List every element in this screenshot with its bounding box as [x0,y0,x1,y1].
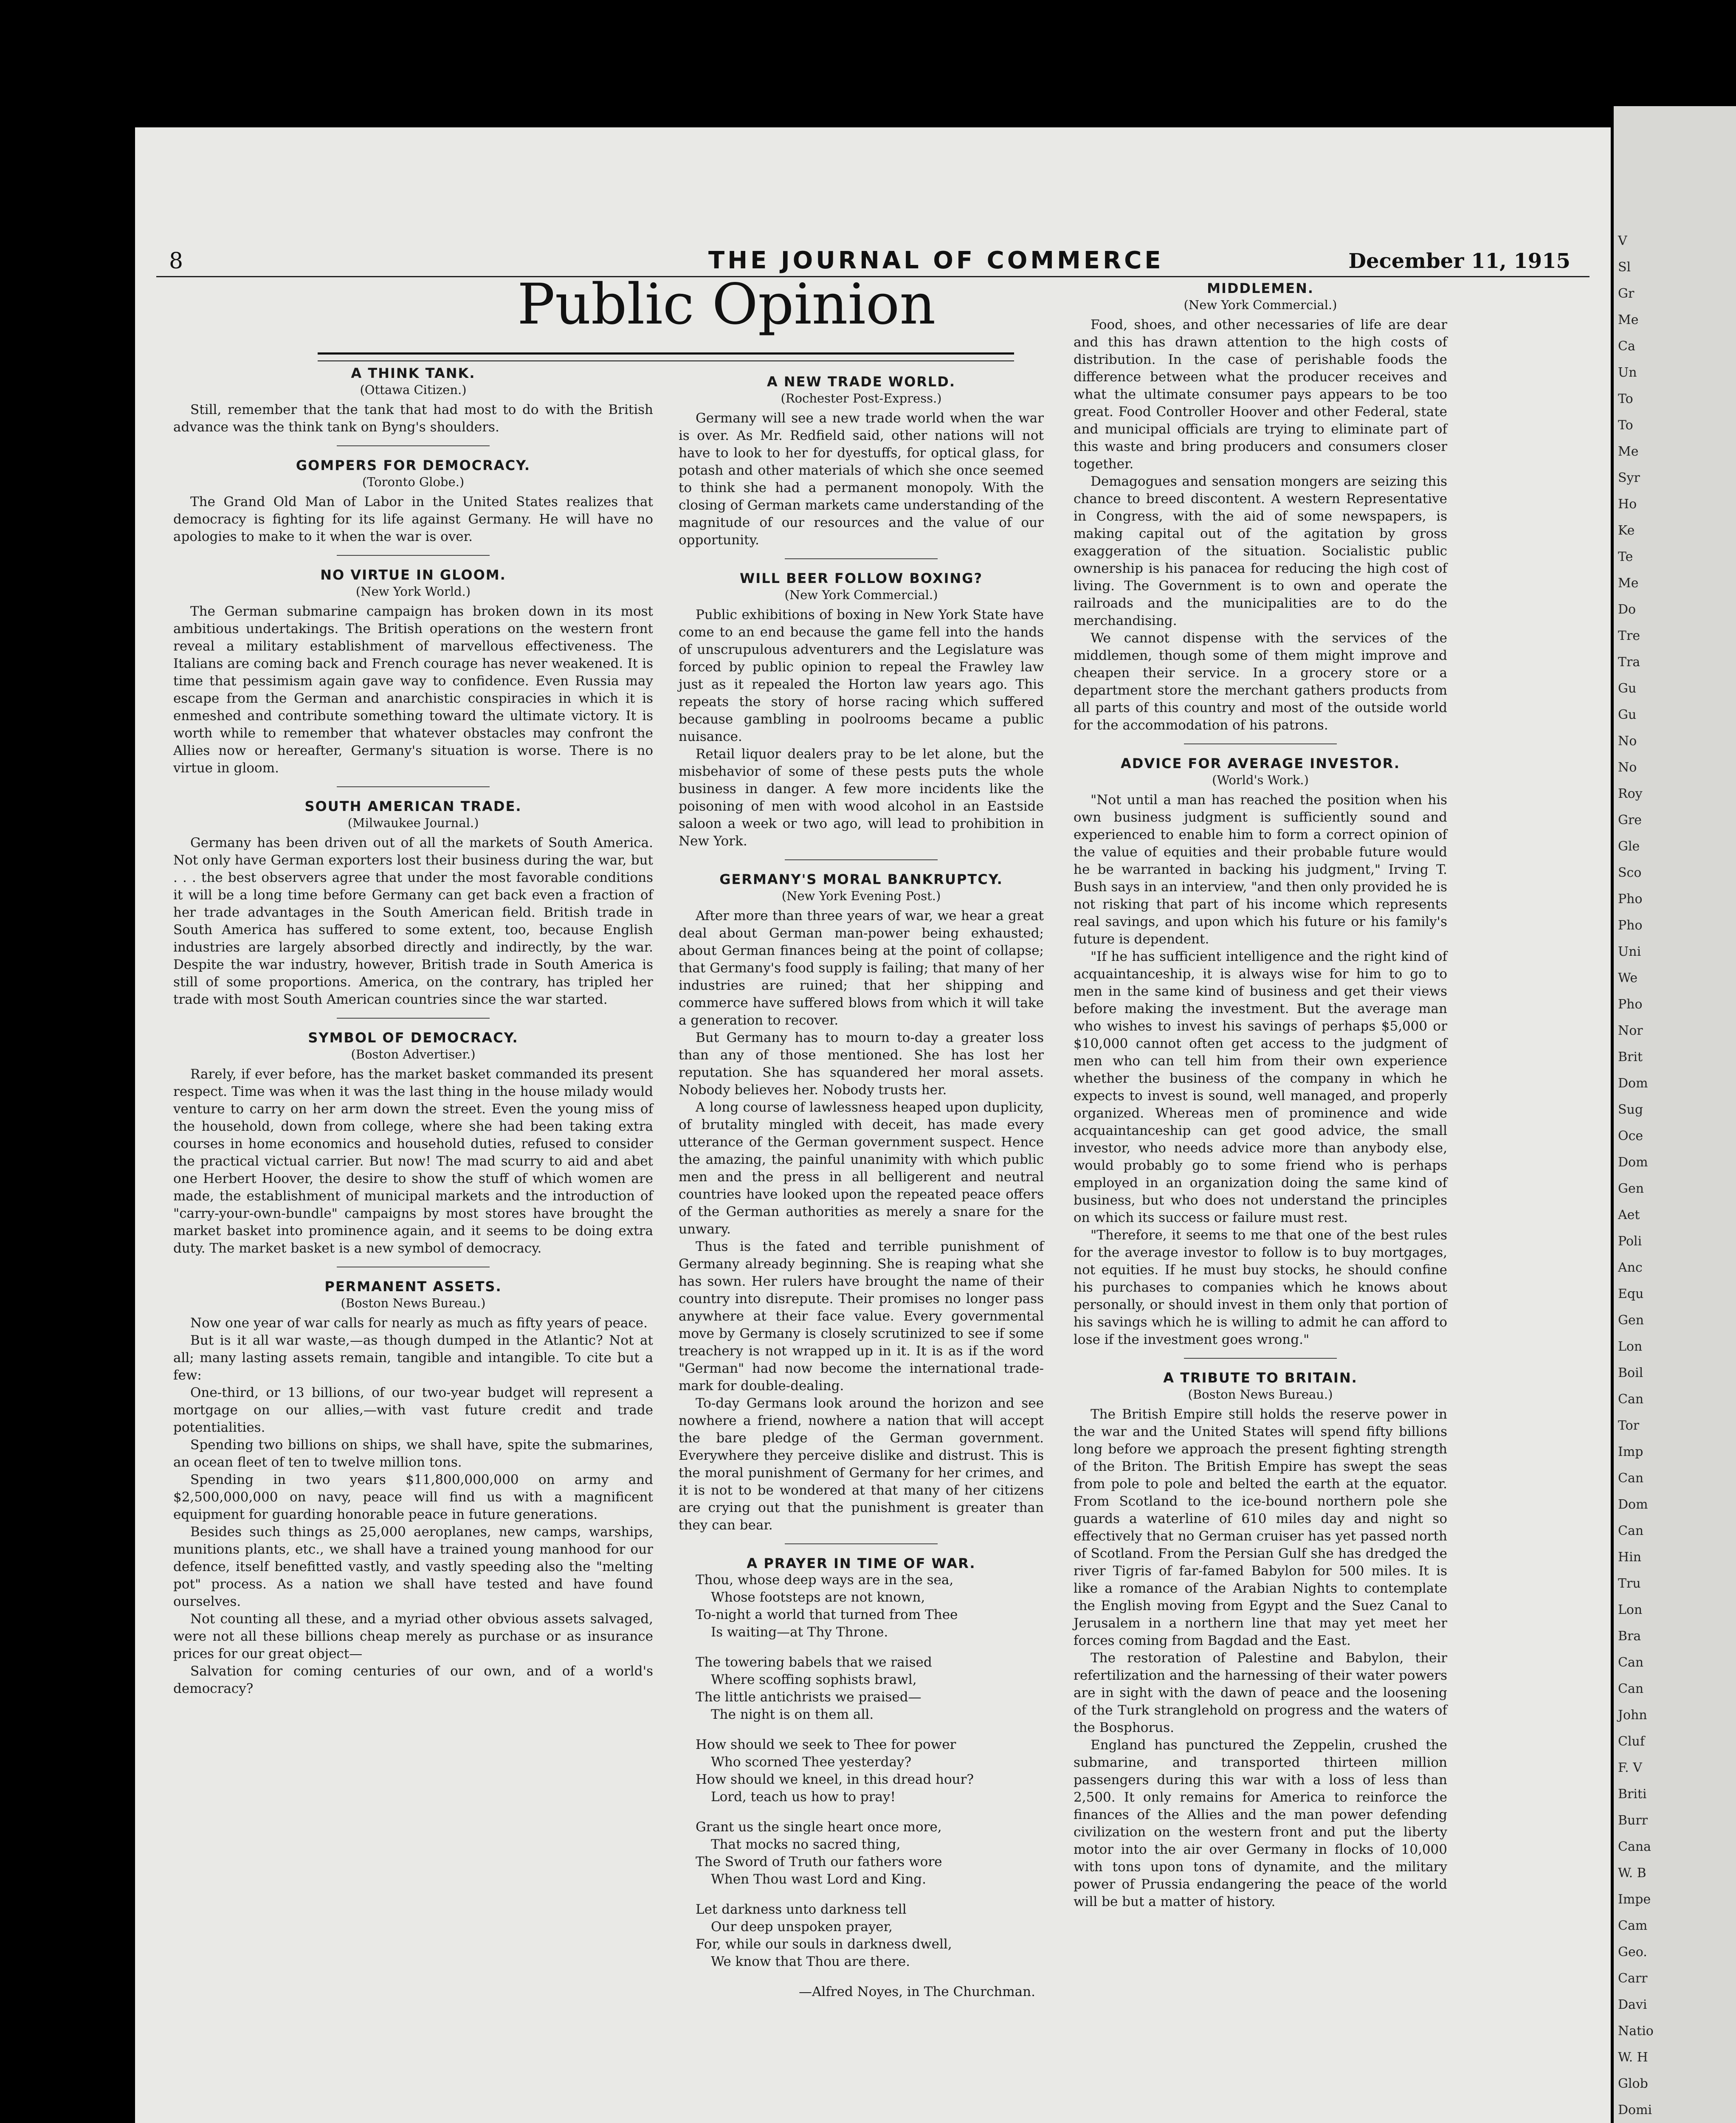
edge-text-fragment: Carr [1618,1971,1648,1986]
edge-text-fragment: Tru [1618,1576,1641,1591]
edge-text-fragment: V [1618,234,1627,248]
article-beer [679,570,1044,850]
edge-text-fragment: Boil [1618,1366,1643,1380]
paragraph: Spending in two years $11,800,000,000 on army and $2,500,000,000 on navy, peace will find us with a magnificent equipment for guarding honorable peace in future generations. [173,1472,653,1522]
edge-text-fragment: Burr [1618,1813,1648,1828]
poem-line: The towering babels that we raised [696,1655,932,1670]
article-source: (New York Commercial.) [1184,298,1337,312]
edge-text-fragment: Tor [1618,1418,1640,1433]
paragraph: Thus is the fated and terrible punishment of Germany already beginning. She is reaping what she has sown. Her rulers have brought the name of their country into disrepute. Their promises no longer pass anywhere at their face value. Every governmental move by Germany is closely scrutinized to see if some treachery is not wrapped up in it. It is as if the word "German" had now become the international trade-mark for double-dealing. [679,1239,1044,1394]
edge-text-fragment: Aet [1618,1208,1640,1222]
edge-text-fragment: John [1618,1708,1647,1723]
paragraph: "Not until a man has reached the position when his own business judgment is sufficiently sound and experienced to enable him to form a correct opinion of the value of equities and their probable future would he be warranted in backing his judgment," Irving T. Bush says in an interview, "and then only provided he is not risking that part of his income which represents real savings, and upon which his future or his family's future is dependent. [1074,792,1447,947]
article-heading: ADVICE FOR AVERAGE INVESTOR. [1121,755,1400,771]
article-body [679,606,1044,850]
paragraph: "Therefore, it seems to me that one of the best rules for the average investor to follow is to buy mortgages, not equities. If he must buy stocks, he should confine his purchases to companies which he knows about personally, or should invest in them only that portion of his savings which he is willing to admit he can afford to lose if the investment goes wrong." [1074,1228,1447,1347]
edge-text-fragment: No [1618,760,1637,775]
paragraph: Still, remember that the tank that had most to do with the British advance was the think tank on Byng's shoulders. [173,402,653,435]
edge-text-fragment: We [1618,971,1638,985]
edge-text-fragment: Anc [1618,1260,1643,1275]
poem-line: When Thou wast Lord and King. [711,1872,927,1887]
paragraph: Now one year of war calls for nearly as much as fifty years of peace. [190,1315,648,1331]
article-body [173,1315,653,1698]
poem-line: How should we kneel, in this dread hour? [696,1772,974,1787]
edge-text-fragment: Me [1618,313,1639,327]
paragraph: Food, shoes, and other necessaries of life are dear and this has drawn attention to the high costs of distribution. In the case of perishable foods the difference between what the producer receives and what the ultimate consumer pays appears to be too great. Food Controller Hoover and other Federal, state and municipal officials are trying to eliminate part of this waste and bring producers and consumers closer together. [1074,317,1447,472]
column-1 [173,365,653,1707]
edge-text-fragment: Impe [1618,1892,1651,1907]
paragraph: Salvation for coming centuries of our own, and of a world's democracy? [173,1664,653,1696]
paragraph: Germany will see a new trade world when the war is over. As Mr. Redfield said, other nations will not have to look to her for dyestuffs, for optical glass, for potash and other materials of which she once seemed to think she had a permanent monopoly. With the closing of German markets came understanding of the magnitude of our resources and the value of our opportunity. [679,411,1044,548]
article-body [173,493,653,546]
edge-text-fragment: Ke [1618,523,1635,538]
edge-text-fragment: Me [1618,576,1639,591]
article-body [173,1066,653,1257]
article-source: (Milwaukee Journal.) [347,816,479,830]
poem-stanza [696,1901,1044,1971]
article-heading: A PRAYER IN TIME OF WAR. [747,1555,976,1571]
edge-text-fragment: Dom [1618,1155,1648,1170]
article-moral [679,871,1044,1534]
paragraph: Demagogues and sensation mongers are seizing this chance to breed discontent. A western Representative in Congress, with the aid of some newspapers, is making capital out of the agitation by gross exaggeration of the situation. Socialistic public ownership is his panacea for reducing the high cost of living. The Government is to own and operate the railroads and the municipalities are to do the merchandising. [1074,474,1447,628]
article-heading: WILL BEER FOLLOW BOXING? [740,570,983,586]
poem-line: Who scorned Thee yesterday? [711,1754,912,1770]
poem-body [679,1571,1044,1971]
article-body [173,834,653,1008]
paragraph: Not counting all these, and a myriad other obvious assets salvaged, were not all these billions cheap merely as purchase or as insurance prices for our great object— [173,1611,653,1661]
edge-text-fragment: Do [1618,602,1636,617]
article-new-trade [679,374,1044,549]
edge-text-fragment: Briti [1618,1787,1647,1802]
article-source: (New York Evening Post.) [781,889,941,903]
paragraph: Public exhibitions of boxing in New York State have come to an end because the game fell into the hands of unscrupulous adventurers and the Legislature was forced by public opinion to repeal the Frawley law just as it repealed the Horton law years ago. This repeats the story of horse racing which suffered because gambling in poolrooms became a public nuisance. [679,607,1044,744]
poem-line: How should we seek to Thee for power [696,1737,956,1752]
article-heading: A NEW TRADE WORLD. [767,374,956,390]
edge-text-fragment: Gu [1618,681,1637,696]
edge-text-fragment: Gre [1618,813,1642,828]
edge-text-fragment: Me [1618,444,1639,459]
column-3 [1074,280,1447,1920]
column-2 [679,374,1044,2010]
article-south-american [173,798,653,1008]
article-divider [1184,1358,1337,1359]
edge-text-fragment: Hin [1618,1550,1642,1565]
paragraph: One-third, or 13 billions, of our two-year budget will represent a mortgage on our allies,—with vast future credit and trade potentialities. [173,1385,653,1435]
edge-text-fragment: Dom [1618,1076,1648,1091]
article-heading: GOMPERS FOR DEMOCRACY. [296,457,531,473]
article-source: (Rochester Post-Express.) [781,391,942,405]
edge-text-fragment: Tra [1618,655,1640,670]
article-prayer [679,1555,1044,2001]
article-divider [1184,743,1337,744]
edge-text-fragment: No [1618,734,1637,749]
paragraph: The British Empire still holds the reserve power in the war and the United States will spend fifty billions long before we approach the present fighting strength of the Briton. The British Empire has swept the seas from pole to pole and belted the earth at the equator. From Scotland to the ice-bound northern pole she guards a waterline of 610 miles day and night so effectively that no German cruiser has yet passed north of Scotland. From the Persian Gulf she has dredged the river Tigris of far-famed Babylon for 500 miles. It is like a romance of the Arabian Nights to contemplate the English moving from Egypt and the Suez Canal to Jerusalem in a northern line that may yet meet her forces coming from Bagdad and the East. [1074,1407,1447,1648]
edge-text-fragment: Natio [1618,2024,1654,2039]
edge-text-fragment: Can [1618,1471,1644,1486]
poem-stanza [696,1654,1044,1723]
edge-text-fragment: Roy [1618,786,1643,801]
edge-text-fragment: Tre [1618,628,1640,643]
edge-text-fragment: Can [1618,1523,1644,1538]
article-source: (Boston Advertiser.) [351,1047,476,1062]
section-title: Public Opinion [517,272,936,337]
paragraph: Spending two billions on ships, we shall have, spite the submarines, an ocean fleet of ten to twelve million tons. [173,1437,653,1470]
article-divider [785,1543,938,1544]
edge-text-fragment: Uni [1618,944,1641,959]
article-body [679,410,1044,549]
article-heading: SYMBOL OF DEMOCRACY. [308,1030,519,1046]
article-divider [337,786,490,787]
article-heading: A TRIBUTE TO BRITAIN. [1163,1370,1358,1386]
article-symbol [173,1030,653,1257]
edge-text-fragment: Can [1618,1392,1644,1407]
edge-text-fragment: Brit [1618,1050,1643,1064]
article-heading: NO VIRTUE IN GLOOM. [320,567,506,583]
article-no-virtue [173,567,653,777]
edge-text-fragment: Dom [1618,1497,1648,1512]
paragraph: After more than three years of war, we hear a great deal about German man-power being exhausted; about German finances being at the point of collapse; that Germany's food supply is failing; that many of her industries are ruined; that her shipping and commerce have suffered blows from which it will take a generation to recover. [679,908,1044,1028]
article-source: (New York Commercial.) [784,588,938,602]
edge-text-fragment: Pho [1618,918,1643,933]
article-heading: A THINK TANK. [351,365,476,381]
article-divider [785,859,938,860]
article-body [1074,791,1447,1349]
paragraph: We cannot dispense with the services of the middlemen, though some of them might improve and cheapen their service. In a grocery store or a department store the merchant gathers products from all parts of this country and most of the outside world for the accommodation of his patrons. [1074,631,1447,733]
paragraph: But Germany has to mourn to-day a greater loss than any of those mentioned. She has lost her reputation. She has squandered her moral assets. Nobody believes her. Nobody trusts her. [679,1030,1044,1098]
paragraph: England has punctured the Zeppelin, crushed the submarine, and transported thirteen million passengers during this war with a loss of less than 2,500. It only remains for America to reinforce the finances of the Allies and the man power defending civilization on the western front and put the liberty motor into the air over Germany in flocks of 10,000 with tons upon tons of dynamite, and the military power of Prussia endangering the peace of the world will be but a matter of history. [1074,1737,1447,1909]
poem-signature: —Alfred Noyes, in The Churchman. [799,1984,1035,1999]
journal-title: THE JOURNAL OF COMMERCE [708,247,1164,274]
edge-text-fragment: Pho [1618,997,1643,1012]
paragraph: The Grand Old Man of Labor in the United States realizes that democracy is fighting for its life against Germany. He will have no apologies to make to it when the war is over. [173,494,653,544]
article-divider [337,1018,490,1019]
poem-line: Thou, whose deep ways are in the sea, [696,1572,954,1588]
title-rule [318,352,1014,361]
edge-text-fragment: Te [1618,549,1633,564]
edge-text-fragment: F. V [1618,1760,1642,1775]
article-tribute [1074,1370,1447,1911]
paragraph: But is it all war waste,—as though dumped in the Atlantic? Not at all; many lasting assets remain, tangible and intangible. To cite but a few: [173,1333,653,1383]
edge-text-fragment: Bra [1618,1629,1641,1644]
poem-line: The little antichrists we praised— [696,1689,922,1705]
poem-line: That mocks no sacred thing, [711,1837,901,1852]
issue-date: December 11, 1915 [1348,249,1570,273]
poem-line: To-night a world that turned from Thee [696,1607,958,1622]
newspaper-page [135,127,1611,2123]
poem-line: Grant us the single heart once more, [696,1819,942,1835]
edge-text-fragment: Imp [1618,1444,1643,1459]
article-body [1074,1406,1447,1911]
paragraph: Retail liquor dealers pray to be let alone, but the misbehavior of some of these pests puts the whole business in danger. A few more incidents like the poisoning of men with wood alcohol in an Eastside saloon a week or two ago, will lead to prohibition in New York. [679,746,1044,849]
article-heading: PERMANENT ASSETS. [324,1278,502,1295]
article-source: (Boston News Bureau.) [1188,1387,1333,1402]
edge-text-fragment: Poli [1618,1234,1642,1249]
article-divider [337,555,490,556]
article-advice [1074,755,1447,1349]
edge-text-fragment: Gu [1618,707,1637,722]
edge-text-fragment: Ca [1618,339,1635,354]
article-source: (New York World.) [355,584,471,599]
poem-line: The night is on them all. [711,1707,874,1722]
article-source: (World's Work.) [1212,773,1309,787]
poem-line: Is waiting—at Thy Throne. [711,1625,888,1640]
edge-text-fragment: Gen [1618,1313,1644,1328]
edge-text-fragment: To [1618,391,1633,406]
article-divider [337,445,490,446]
adjacent-page-edge [1614,106,1736,2123]
edge-text-fragment: Ho [1618,497,1637,512]
edge-text-fragment: Domi [1618,2103,1652,2117]
edge-text-fragment: Nor [1618,1023,1643,1038]
edge-text-fragment: Cana [1618,1839,1651,1854]
poem-line: Let darkness unto darkness tell [696,1902,907,1917]
poem-line: The Sword of Truth our fathers wore [696,1854,942,1870]
article-permanent [173,1278,653,1698]
edge-text-fragment: Cluf [1618,1734,1645,1749]
edge-text-fragment: Can [1618,1681,1644,1696]
edge-text-fragment: Equ [1618,1287,1644,1301]
poem-line: For, while our souls in darkness dwell, [696,1937,952,1952]
edge-text-fragment: W. H [1618,2050,1648,2065]
article-body [679,907,1044,1534]
article-divider [785,558,938,559]
edge-text-fragment: Sug [1618,1102,1643,1117]
article-heading: GERMANY'S MORAL BANKRUPTCY. [719,871,1003,887]
article-heading: SOUTH AMERICAN TRADE. [304,798,522,814]
edge-text-fragment: Sco [1618,865,1642,880]
edge-text-fragment: Geo. [1618,1945,1647,1960]
article-body [173,401,653,436]
edge-text-fragment: Cam [1618,1918,1648,1933]
poem-line: Where scoffing sophists brawl, [711,1672,917,1687]
article-source: (Boston News Bureau.) [341,1296,486,1310]
edge-text-fragment: Gen [1618,1181,1644,1196]
paragraph: Germany has been driven out of all the markets of South America. Not only have German exporters lost their business during the war, but . . . the best observers agree that under the most favorable conditions it will be a long time before Germany can get back even a fraction of her trade advantages in the South American field. British trade in South America has suffered to some extent, too, because English industries are largely absorbed directly and indirectly, by the war. Despite the war industry, however, British trade in South America is still of some proportions. America, on the contrary, has tripled her trade with most South American countries since the war started. [173,835,653,1007]
article-gompers [173,457,653,546]
edge-text-fragment: W. B [1618,1866,1646,1881]
paragraph: A long course of lawlessness heaped upon duplicity, of brutality mingled with deceit, has made every utterance of the German government suspect. Hence the amazing, the painful unanimity with which public men and the press in all belligerent and neutral countries have looked upon the repeated peace offers of the German authorities as merely a snare for the unwary. [679,1100,1044,1237]
paragraph: To-day Germans look around the horizon and see nowhere a friend, nowhere a nation that will accept the bare pledge of the German government. Everywhere they perceive dislike and distrust. This is the moral punishment of Germany for her crimes, and it is not to be wondered at that many of her citizens are crying out that the punishment is greater than they can bear. [679,1396,1044,1533]
paragraph: The German submarine campaign has broken down in its most ambitious undertakings. The British operations on the western front reveal a military establishment of marvellous effectiveness. The Italians are coming back and French courage has never weakened. It is time that pessimism again gave way to confidence. Even Russia may escape from the German and anarchistic conspiracies in which it is enmeshed and contribute something toward the ultimate victory. It is worth while to remember that whatever obstacles may confront the Allies now or hereafter, Germany's situation is worse. There is no virtue in gloom. [173,604,653,776]
article-body [173,603,653,777]
poem-stanza [696,1819,1044,1888]
edge-text-fragment: Lon [1618,1602,1643,1617]
paragraph: "If he has sufficient intelligence and the right kind of acquaintanceship, it is always wise for him to go to men in the same kind of business and get their views before making the investment. But the average man who wishes to invest his savings of perhaps $5,000 or $10,000 cannot often get access to the judgment of men who can tell him from their own experience whether the business of the company in which he expects to invest is sound, well managed, and properly organized. Whereas men of prominence and wide acquaintanceship can get good advice, the small investor, who needs advice more than anybody else, would probably go to some friend who is perhaps employed in an organization doing the same kind of business, but who does not understand the principles on which its success or failure must rest. [1074,949,1447,1225]
edge-text-fragment: Syr [1618,470,1640,485]
edge-text-fragment: Gle [1618,839,1640,854]
page-number: 8 [169,248,183,274]
poem-line: Our deep unspoken prayer, [711,1919,893,1934]
poem-line: We know that Thou are there. [711,1954,910,1969]
article-heading: MIDDLEMEN. [1207,280,1314,296]
article-source: (Ottawa Citizen.) [360,383,467,397]
edge-text-fragment: Lon [1618,1339,1643,1354]
edge-text-fragment: Can [1618,1655,1644,1670]
poem-line: Lord, teach us how to pray! [711,1789,896,1805]
paragraph: Rarely, if ever before, has the market basket commanded its present respect. Time was when it was the last thing in the house milady would venture to carry on her arm down the street. Even the young miss of the household, down from college, where she had been taking extra courses in home economics and household duties, refused to consider the practical victual carrier. But now! The mad scurry to aid and abet one Herbert Hoover, the desire to show the stuff of which women are made, the establishment of municipal markets and the introduction of "carry-your-own-bundle" campaigns by most stores have brought the market basket into prominence again, and it seems to be doing extra duty. The market basket is a new symbol of democracy. [173,1067,653,1256]
edge-text-fragment: Gr [1618,286,1635,301]
article-body [1074,316,1447,734]
edge-text-fragment: Davi [1618,1997,1647,2012]
edge-text-fragment: To [1618,418,1633,433]
poem-stanza [696,1571,1044,1641]
edge-text-fragment: Oce [1618,1129,1643,1143]
article-middlemen [1074,280,1447,734]
edge-text-fragment: Pho [1618,892,1643,907]
poem-line: Whose footsteps are not known, [711,1590,925,1605]
poem-stanza [696,1736,1044,1806]
edge-text-fragment: Sl [1618,260,1631,275]
article-source: (Toronto Globe.) [362,475,465,489]
edge-text-fragment: Un [1618,365,1637,380]
article-think-tank [173,365,653,436]
paragraph: The restoration of Palestine and Babylon, their refertilization and the harnessing of their water powers are in sight with the dawn of peace and the loosening of the Turk stranglehold on progress and the waters of the Bosphorus. [1074,1650,1447,1735]
paragraph: Besides such things as 25,000 aeroplanes, new camps, warships, munitions plants, etc., we shall have a trained young manhood for our defence, itself benefitted vastly, and vastly speeding also the "melting pot" process. As a nation we shall have tested and have found ourselves. [173,1524,653,1609]
edge-text-fragment: Glob [1618,2076,1648,2091]
